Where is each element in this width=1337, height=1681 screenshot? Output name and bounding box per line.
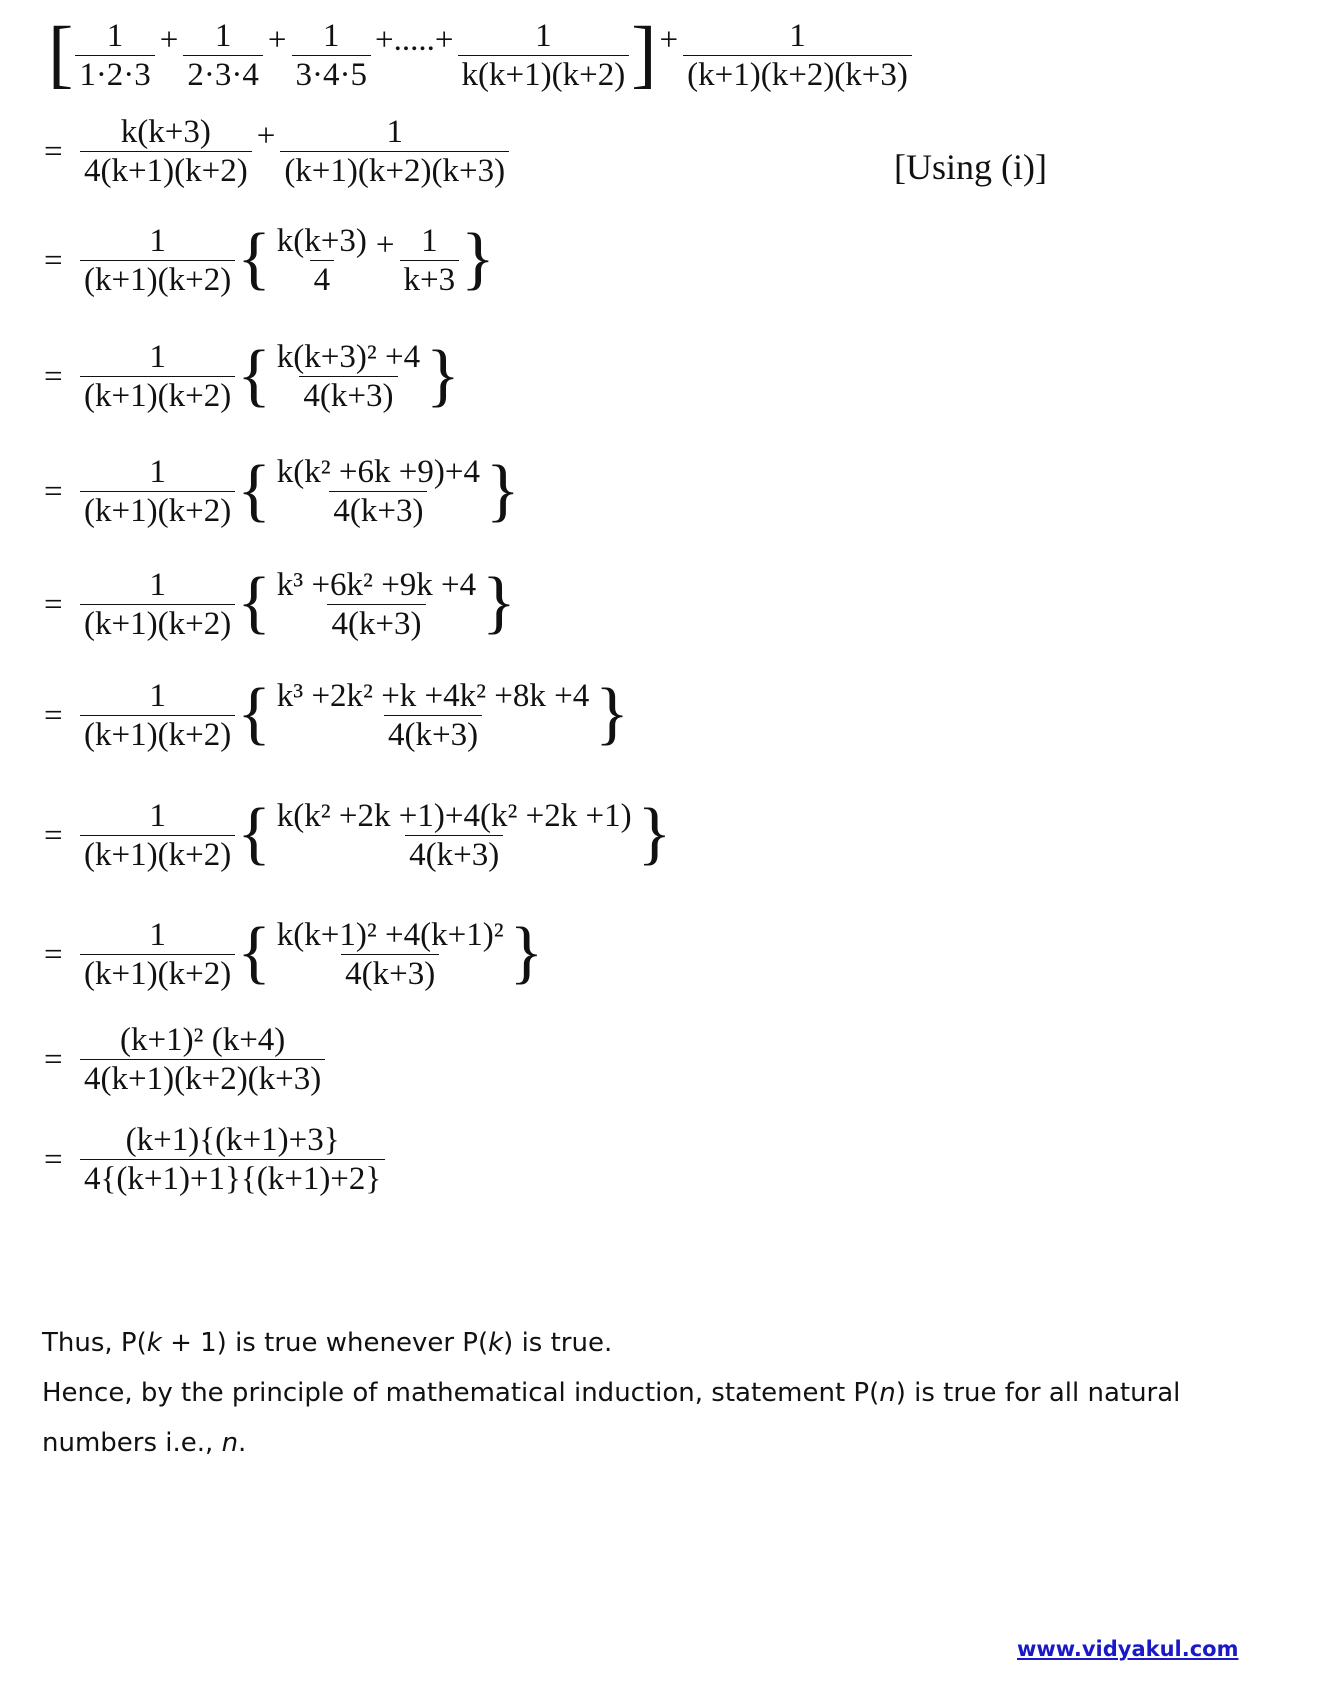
fraction: $\frac{\text{k³ +6k² +9k +4}}{4(k+3)}$: [276, 566, 477, 642]
equation-line-4: = $\frac{1}{(k+1)(k+2)}$ { $\frac{\text{k(k+3)² +4}}{4(k+3)}$ }: [44, 336, 460, 414]
fraction: $\frac{1}{(k+1)(k+2)}$: [80, 339, 235, 416]
using-note: [Using (i)]: [894, 147, 1047, 187]
equation-line-5: = $\frac{1}{(k+1)(k+2)}$ { $\frac{\text{k(k² +6k +9)+4}}{4(k+3)}$ }: [44, 451, 520, 529]
conclusion-paragraph-1: Thus, P(k + 1) is true whenever P(k) is true.: [42, 1328, 613, 1358]
equation-line-3: = $\frac{1}{(k+1)(k+2)}$ { $\frac{k(k+3)}{4}$ + $\frac{1}{k+3}$ }: [44, 220, 495, 298]
equation-line-9: = $\frac{1}{(k+1)(k+2)}$ { $\frac{\text{k(k+1)² +4(k+1)²}}{4(k+3)}$ }: [44, 914, 544, 992]
right-bracket: ]: [631, 11, 657, 96]
left-bracket: [: [48, 11, 74, 96]
fraction: $\frac{1}{(k+1)(k+2)}$: [80, 223, 235, 300]
fraction: $\frac{1}{(k+1)(k+2)(k+3)}$: [683, 18, 912, 95]
fraction: $\frac{1}{(k+1)(k+2)}$: [80, 917, 235, 994]
fraction: $\frac{\text{(k+1)² (k+4)}}{4(k+1)(k+2)(k+3)}$: [80, 1022, 325, 1099]
fraction: $\frac{\text{k³ +2k² +k +4k² +8k +4}}{4(k+3)}$: [276, 677, 590, 753]
equation-line-8: = $\frac{1}{(k+1)(k+2)}$ { $\frac{\text{k(k² +2k +1)+4(k² +2k +1)}}{4(k+3)}$ }: [44, 795, 672, 873]
conclusion-paragraph-2: Hence, by the principle of mathematical induction, statement P(n) is true for all natural numbers i.e., n.: [42, 1378, 1181, 1458]
ellipsis: +.....+: [375, 21, 454, 58]
fraction: $\frac{1}{(k+1)(k+2)(k+3)}$: [280, 114, 509, 191]
equation-line-11: = $\frac{(k+1)\{(k+1)+3\}}{4\{(k+1)+1\}\{(k+1)+2\}}$: [40, 1110, 1260, 1210]
fraction: $\frac{1}{(k+1)(k+2)}$: [80, 454, 235, 531]
fraction: $\frac{\text{k(k² +6k +9)+4}}{4(k+3)}$: [276, 454, 481, 529]
fraction: $\frac{\text{k(k² +2k +1)+4(k² +2k +1)}}{4(k+3)}$: [276, 797, 632, 873]
fraction: $\frac{1}{k+3}$: [400, 223, 460, 300]
equation-line-6: = $\frac{1}{(k+1)(k+2)}$ { $\frac{\text{k³ +6k² +9k +4}}{4(k+3)}$ }: [44, 564, 516, 642]
equation-line-1: [ $\frac{1}{1\cdot 2\cdot 3}$ + $\frac{1}{2\cdot 3\cdot 4}$ + $\frac{1}{3\cdot 4\cdot 5}$ +.....+ $\frac{1}{k(k+1)(k+2)}$ ] + $\frac{1}{(k+1)(k+2)(k+3)}$: [40, 10, 1260, 102]
equation-line-2: = $\frac{k(k+3)}{4(k+1)(k+2)}$ + $\frac{1}{(k+1)(k+2)(k+3)}$: [40, 102, 1260, 202]
conclusion-text: [42, 1318, 1302, 1468]
fraction: $\frac{1}{(k+1)(k+2)}$: [80, 798, 235, 875]
fraction: $\frac{1}{3\cdot 4\cdot 5}$: [292, 18, 371, 95]
fraction: $\frac{\text{k(k+3)² +4}}{4(k+3)}$: [276, 339, 421, 414]
fraction: $\frac{1}{k(k+1)(k+2)}$: [458, 18, 630, 95]
fraction: $\frac{k(k+3)}{4}$: [276, 222, 367, 298]
equation-line-7: = $\frac{1}{(k+1)(k+2)}$ { $\frac{\text{k³ +2k² +k +4k² +8k +4}}{4(k+3)}$ }: [44, 675, 629, 753]
vidyakul-link[interactable]: www.vidyakul.com: [1017, 1637, 1239, 1661]
fraction: $\frac{k(k+3)}{4(k+1)(k+2)}$: [80, 114, 252, 191]
fraction: $\frac{1}{2\cdot 3\cdot 4}$: [183, 18, 262, 95]
fraction: $\frac{1}{1\cdot 2\cdot 3}$: [75, 18, 154, 95]
fraction: $\frac{1}{(k+1)(k+2)}$: [80, 678, 235, 755]
fraction: $\frac{(k+1)\{(k+1)+3\}}{4\{(k+1)+1\}\{(k+1)+2\}}$: [80, 1122, 385, 1199]
math-derivation: [40, 10, 1260, 1210]
fraction: $\frac{\text{k(k+1)² +4(k+1)²}}{4(k+3)}$: [276, 916, 504, 992]
fraction: $\frac{1}{(k+1)(k+2)}$: [80, 567, 235, 644]
equation-line-10: = $\frac{\text{(k+1)² (k+4)}}{4(k+1)(k+2)(k+3)}$: [40, 1010, 1260, 1110]
